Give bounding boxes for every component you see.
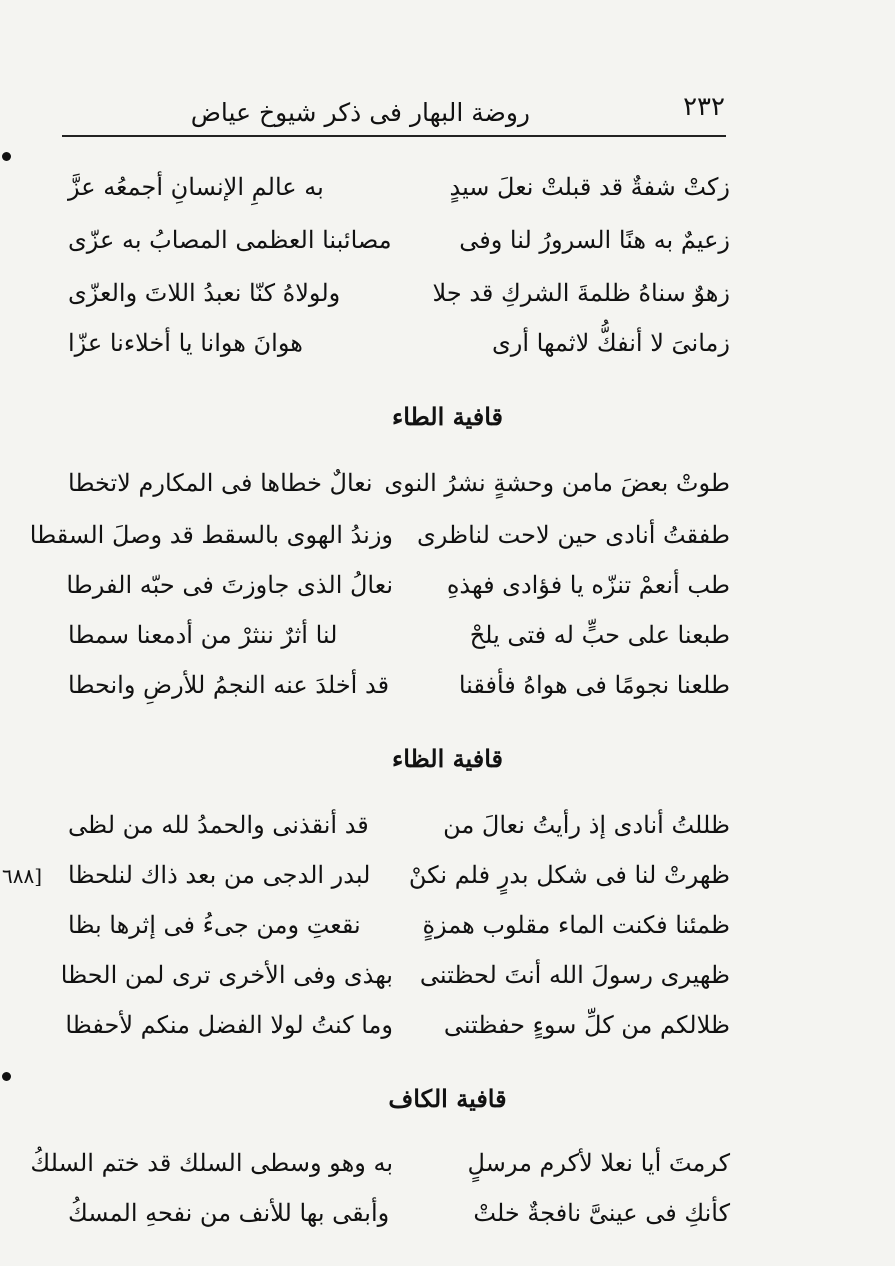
second-hemistich: قد أخلدَ عنه النجمُ للأرضِ وانحطا <box>68 671 390 699</box>
first-hemistich: زهوٌ سناهُ ظلمةَ الشركِ قد جلا <box>432 279 730 307</box>
first-hemistich: طلعنا نجومًا فى هواهُ فأفقنا <box>458 671 730 699</box>
margin-dot-bottom <box>2 1072 11 1081</box>
second-hemistich: مصائبنا العظمى المصابُ به عزّى <box>68 226 392 254</box>
first-hemistich: كأنكِ فى عينىَّ نافجةٌ خلتْ <box>473 1199 730 1227</box>
section-heading: قافية الكاف <box>388 1084 507 1113</box>
second-hemistich: وزندُ الهوى بالسقط قد وصلَ السقطا <box>29 521 393 549</box>
first-hemistich: ظلالكم من كلِّ سوءٍ حفظتنى <box>443 1011 730 1039</box>
first-hemistich: ظهيرى رسولَ الله أنتَ لحظتنى <box>419 961 730 989</box>
verse-row <box>60 1000 740 1050</box>
verse-row <box>60 800 740 850</box>
verse-row <box>60 162 740 212</box>
verse-row <box>60 268 740 318</box>
verse-row <box>60 458 740 508</box>
second-hemistich: بهذى وفى الأخرى ترى لمن الحظا <box>60 961 393 989</box>
second-hemistich: ولولاهُ كنّا نعبدُ اللاتَ والعزّى <box>68 279 341 307</box>
page-number: ٢٣٢ <box>683 92 725 122</box>
second-hemistich: وأبقى بها للأنف من نفحهِ المسكُ <box>68 1199 390 1227</box>
second-hemistich: نعالُ الذى جاوزتَ فى حبّه الفرطا <box>66 571 393 599</box>
verse-row <box>60 850 740 900</box>
first-hemistich: طفقتُ أنادى حين لاحت لناظرى <box>416 521 730 549</box>
second-hemistich: به وهو وسطى السلك قد ختم السلكُ <box>30 1149 393 1177</box>
first-hemistich: ظهرتْ لنا فى شكل بدرٍ فلم نكنْ <box>408 861 730 889</box>
first-hemistich: ظللتُ أنادى إذ رأيتُ نعالَ من <box>443 811 730 839</box>
first-hemistich: زعيمٌ به هنًا السرورُ لنا وفى <box>459 226 730 254</box>
header-rule <box>62 135 726 137</box>
first-hemistich: طبعنا على حبٍّ له فتى يلحْ <box>469 621 730 649</box>
verse-row <box>60 950 740 1000</box>
section-heading: قافية الطاء <box>392 402 503 431</box>
verse-row <box>60 660 740 710</box>
second-hemistich: وما كنتُ لولا الفضل منكم لأحفظا <box>65 1011 393 1039</box>
second-hemistich: نعالٌ خطاها فى المكارم لاتخطا <box>68 469 373 497</box>
second-hemistich: نقعتِ ومن جىءُ فى إثرها بظا <box>68 911 361 939</box>
second-hemistich: لنا أثرٌ ننثرْ من أدمعنا سمطا <box>68 621 338 649</box>
running-title: روضة البهار فى ذكر شيوخ عياض <box>190 98 530 127</box>
first-hemistich: زكتْ شفةٌ قد قبلتْ نعلَ سيدٍ <box>449 173 730 201</box>
verse-row <box>60 1188 740 1238</box>
second-hemistich: لبدر الدجى من بعد ذاك لنلحظا <box>68 861 371 889</box>
first-hemistich: ظمئنا فكنت الماء مقلوب همزةٍ <box>422 911 730 939</box>
second-hemistich: به عالمِ الإنسانِ أجمعُه عزَّ <box>68 173 324 201</box>
first-hemistich: كرمتَ أيا نعلا لأكرم مرسلٍ <box>467 1149 730 1177</box>
verse-row <box>29 510 740 560</box>
margin-dot-top <box>2 152 11 161</box>
second-hemistich: قد أنقذنى والحمدُ لله من لظى <box>68 811 369 839</box>
section-heading: قافية الظاء <box>392 744 503 773</box>
verse-row <box>30 1138 740 1188</box>
margin-page-reference: [٦٨٨ <box>2 864 43 888</box>
first-hemistich: طوتْ بعضَ مامن وحشةٍ نشرُ النوى <box>384 469 730 497</box>
verse-row <box>60 318 740 368</box>
first-hemistich: زمانىَ لا أنفكُّ لاثمها أرى <box>491 329 730 357</box>
verse-row <box>60 610 740 660</box>
verse-row <box>60 900 740 950</box>
second-hemistich: هوانَ هوانا يا أخلاءنا عزّا <box>68 329 303 357</box>
verse-row <box>60 560 740 610</box>
first-hemistich: طب أنعمْ تنزّه يا فؤادى فهذهِ <box>446 571 730 599</box>
verse-row <box>60 215 740 265</box>
